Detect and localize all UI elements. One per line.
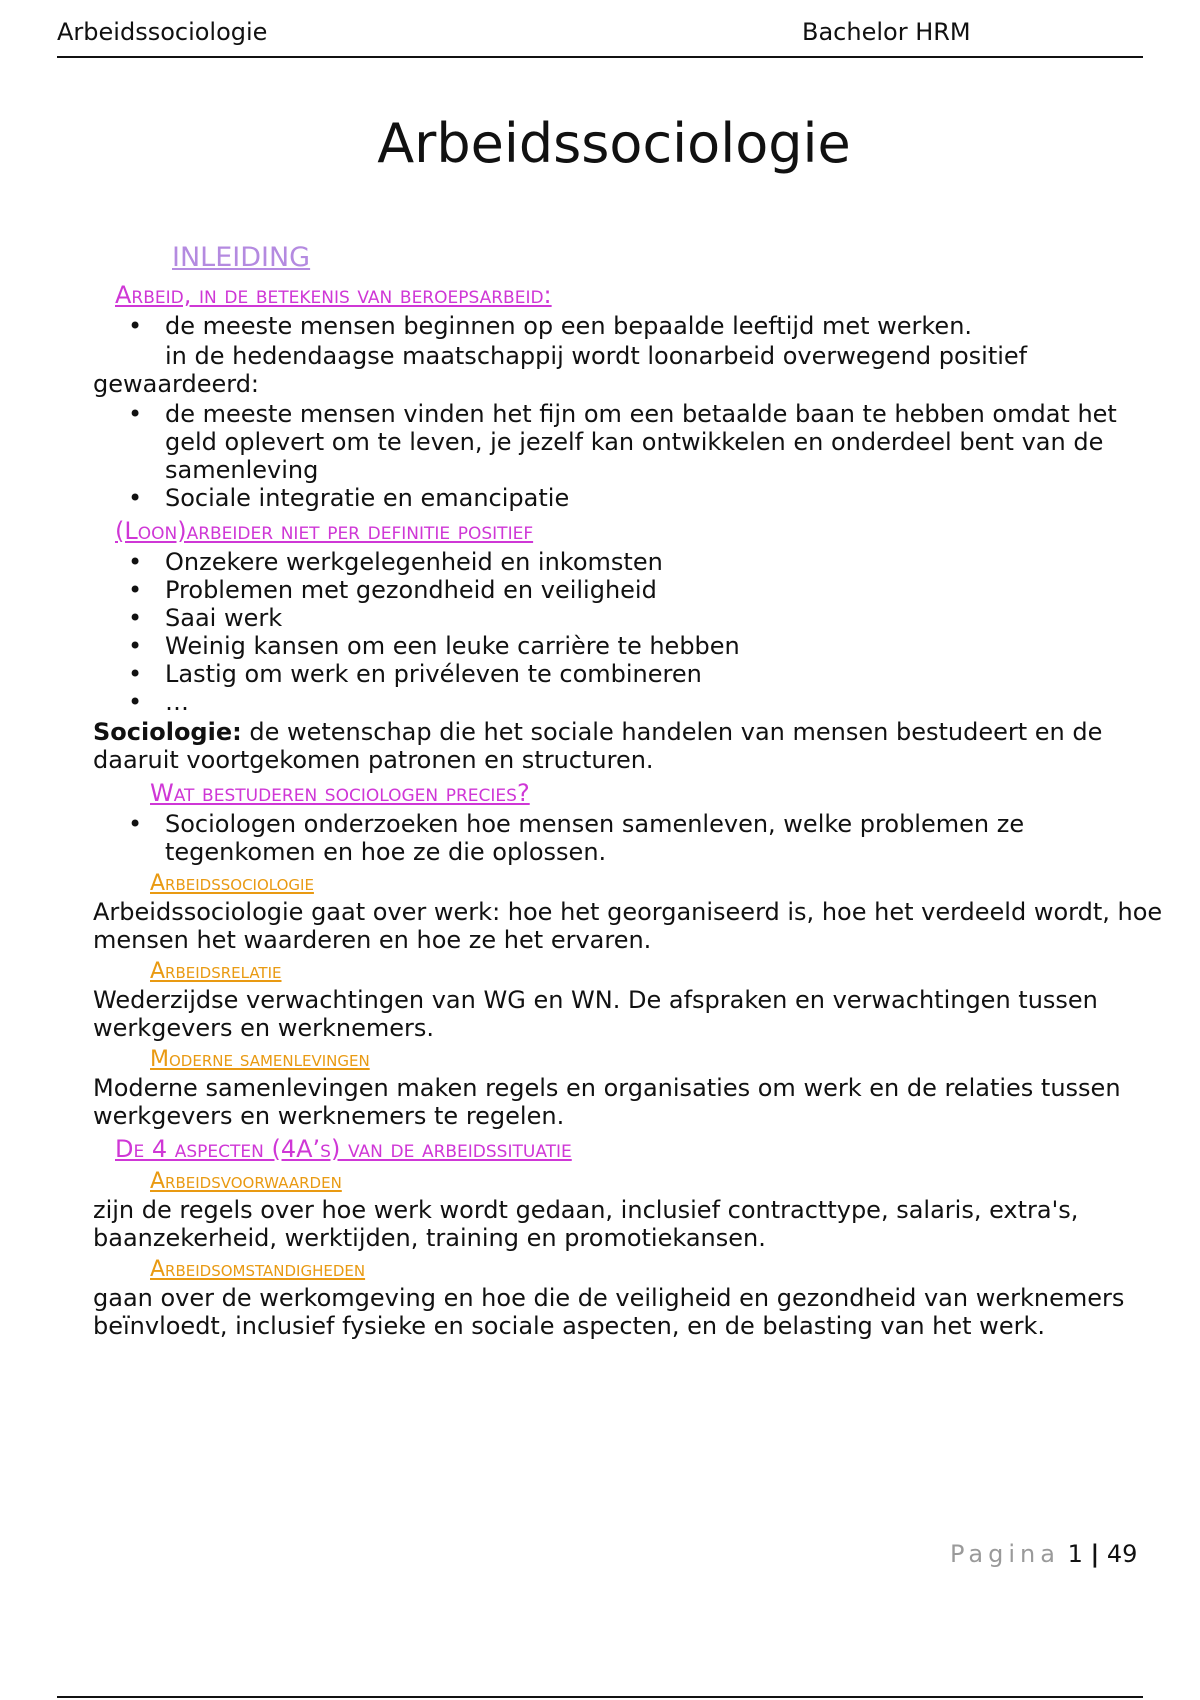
list-item: • Problemen met gezondheid en veiligheid xyxy=(93,576,1173,604)
header-course-title: Arbeidssociologie xyxy=(57,18,268,46)
arbeid-paragraph: in de hedendaagse maatschappij wordt loonarbeid overwegend positief gewaardeerd: xyxy=(93,342,1028,398)
page-label: Pagina xyxy=(950,1540,1060,1568)
header-program: Bachelor HRM xyxy=(802,18,971,46)
heading-arbeidsomstandigheden: Arbeidsomstandigheden xyxy=(150,1257,366,1282)
heading-arbeidsvoorwaarden: Arbeidsvoorwaarden xyxy=(150,1169,342,1194)
list-item: • Saai werk xyxy=(93,604,1173,632)
arbeid-list-1 xyxy=(93,312,1173,340)
heading-4-aspecten: De 4 aspecten (4A’s) van de arbeidssituatie xyxy=(115,1135,572,1163)
page-separator: | xyxy=(1090,1540,1100,1568)
arbeidsrelatie-paragraph: Wederzijdse verwachtingen van WG en WN. De afspraken en verwachtingen tussen werkgevers en werknemers. xyxy=(93,986,1098,1042)
list-item: • … xyxy=(93,688,1173,716)
heading-arbeidssociologie: Arbeidssociologie xyxy=(150,871,314,896)
sociologie-def-text: de wetenschap die het sociale handelen van mensen bestudeert en de daaruit voortgekomen patronen en structuren. xyxy=(93,718,1103,774)
document-title: Arbeidssociologie xyxy=(377,112,851,175)
heading-moderne-samenlevingen: Moderne samenlevingen xyxy=(150,1047,370,1072)
list-item: • Lastig om werk en privéleven te combineren xyxy=(93,660,1173,688)
list-item: • de meeste mensen vinden het fijn om een betaalde baan te hebben omdat het geld oplevert om te leven, je jezelf kan ontwikkelen en onderdeel bent van de samenleving xyxy=(93,400,1173,484)
heading-wat-bestuderen: Wat bestuderen sociologen precies? xyxy=(150,779,530,807)
heading-arbeid: Arbeid, in de betekenis van beroepsarbeid: xyxy=(115,281,552,309)
arbeidsomstandigheden-paragraph: gaan over de werkomgeving en hoe die de veiligheid en gezondheid van werknemers beïnvloedt, inclusief fysieke en sociale aspecten, en de belasting van het werk. xyxy=(93,1284,1125,1340)
total-pages: 49 xyxy=(1106,1540,1138,1568)
sociologie-definition xyxy=(93,718,1173,774)
arbeidsvoorwaarden-paragraph: zijn de regels over hoe werk wordt gedaan, inclusief contracttype, salaris, extra's, baanzekerheid, werktijden, training en promotiekansen. xyxy=(93,1196,1079,1252)
document-body xyxy=(93,240,1173,1340)
list-item: • Sociologen onderzoeken hoe mensen samenleven, welke problemen ze tegenkomen en hoe ze die oplossen. xyxy=(93,810,1173,866)
heading-loonarbeider: (Loon)arbeider niet per definitie positief xyxy=(115,517,534,545)
page-number xyxy=(950,1540,1137,1568)
heading-arbeidsrelatie: Arbeidsrelatie xyxy=(150,959,282,984)
list-item: • Onzekere werkgelegenheid en inkomsten xyxy=(93,548,1173,576)
arbeidssociologie-paragraph: Arbeidssociologie gaat over werk: hoe het georganiseerd is, hoe het verdeeld wordt, hoe mensen het waarderen en hoe ze het ervaren. xyxy=(93,898,1163,954)
wat-list xyxy=(93,810,1173,866)
current-page: 1 xyxy=(1067,1540,1083,1568)
page-header xyxy=(57,18,1143,58)
list-item: • de meeste mensen beginnen op een bepaalde leeftijd met werken. xyxy=(93,312,1173,340)
footer-divider xyxy=(57,1696,1143,1698)
list-item: • Sociale integratie en emancipatie xyxy=(93,484,1173,512)
list-item: • Weinig kansen om een leuke carrière te hebben xyxy=(93,632,1173,660)
loon-list xyxy=(93,548,1173,716)
heading-inleiding: INLEIDING xyxy=(172,242,311,273)
moderne-paragraph: Moderne samenlevingen maken regels en organisaties om werk en de relaties tussen werkgevers en werknemers te regelen. xyxy=(93,1074,1121,1130)
arbeid-list-2 xyxy=(93,400,1173,512)
sociologie-term: Sociologie: xyxy=(93,718,242,746)
